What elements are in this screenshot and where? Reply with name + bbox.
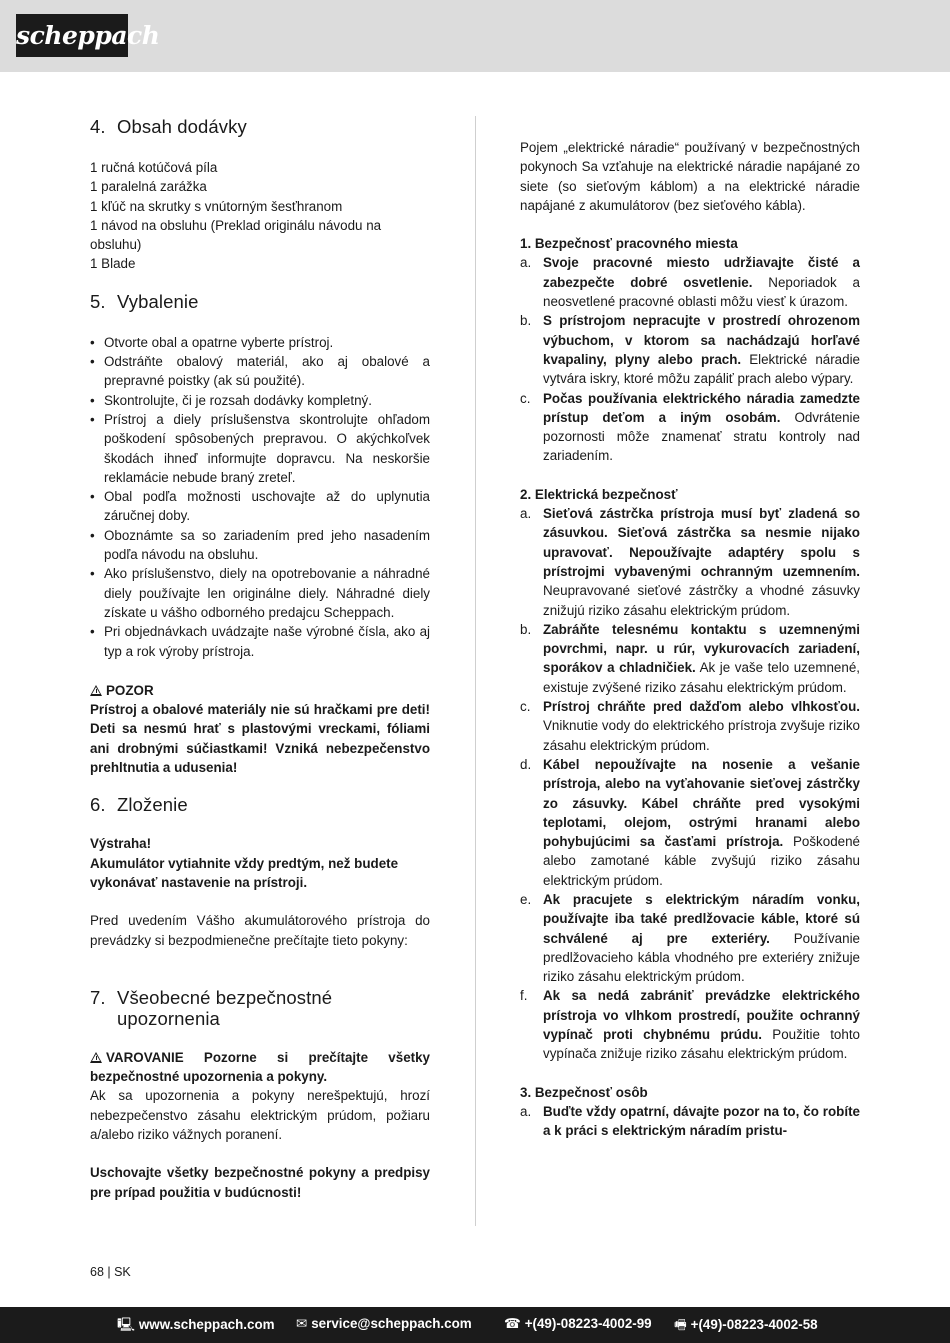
section-7-heading: 7. Všeobecné bezpečnostné upozornenia (90, 986, 333, 1029)
footer-phone[interactable]: ☎ +(49)-08223-4002-99 (504, 1316, 652, 1331)
list-item: a. Sieťová zástrčka prístroja musí byť zladená so zásuvkou. Sieťová zástrčka sa nesmie nijako upravovať. Nepoužívajte adaptéry spolu s prístrojmi vybavenými ochranným uzemnením. Neupravované sieťové zástrčky a vhodné zásuvky znižujú riziko zásahu elektrickým prúdom. (520, 506, 860, 618)
keep-instructions-text: Uschovajte všetky bezpečnostné pokyny a predpisy pre prípad použitia v budúcnosti! (90, 1165, 430, 1200)
list-item: e. Ak pracujete s elektrickým náradím vonku, používajte iba také predlžovacie káble, ktoré sú schválené aj pre exteriéry. Používanie predlžovacieho kábla vhodného pre exteriéry znižuje riziko zásahu elektrickým prúdom. (520, 891, 860, 985)
list-item: • Oboznámte sa so zariadením pred jeho nasadením podľa návodu na obsluhu. (90, 526, 430, 565)
list-item: c. Prístroj chráňte pred dažďom alebo vlhkosťou. Vniknutie vody do elektrického prístroja zvyšuje riziko zásahu elektrickým prúdom. (520, 699, 860, 753)
list-item: 1 návod na obsluhu (Preklad originálu návodu na obsluhu) (90, 217, 382, 253)
general-warning-text: Ak sa upozornenia a pokyny nerešpektujú, hrozí nebezpečenstvo zásahu elektrickým prúdom, požiaru a/alebo riziko vážnych poranení. (90, 1088, 430, 1142)
footer-web[interactable]: 🖳 www.scheppach.com (117, 1316, 275, 1338)
list-item: • Pri objednávkach uvádzajte naše výrobné čísla, ako aj typ a rok výroby prístroja. (90, 622, 430, 661)
personal-safety-list (520, 1102, 860, 1141)
warning-title: Výstraha! (90, 836, 152, 852)
list-item: 1 paralelná zarážka (90, 179, 207, 195)
electrical-safety-list (520, 504, 860, 1064)
general-warning-label: VAROVANIE Pozorne si prečítajte všetky bezpečnostné upozornenia a pokyny. (90, 1049, 430, 1085)
list-item: 1 Blade (90, 256, 136, 272)
list-item: a. Buďte vždy opatrní, dávajte pozor na to, čo robíte a k práci s elektrickým náradím pristu- (520, 1103, 860, 1139)
footer-bar (0, 1307, 950, 1343)
page-number: 68 | SK (90, 1265, 131, 1279)
warning-icon (90, 685, 102, 696)
footer-email[interactable]: ✉ service@scheppach.com (296, 1316, 472, 1331)
list-item: b. S prístrojom nepracujte v prostredí ohrozenom výbuchom, v ktorom sa nachádzajú horľavé kvapaliny, plyny alebo prach. Elektrické náradie vytvára iskry, ktoré môžu zapáliť prach alebo výpary. (520, 313, 860, 387)
footer-fax[interactable]: 🖷 +(49)-08223-4002-58 (674, 1316, 818, 1338)
phone-icon: ☎ (504, 1316, 521, 1331)
list-item: c. Počas používania elektrického náradia zamedzte prístup deťom a iným osobám. Odvrátenie pozornosti môže znamenať stratu kontroly nad zariadením. (520, 390, 860, 464)
subsection-electrical-title: 2. Elektrická bezpečnosť (520, 486, 678, 502)
caution-text: Prístroj a obalové materiály nie sú hračkami pre deti! Deti sa nesmú hrať s plastovými vreckami, fóliami ani drobnými súčiastkami! Vzniká nebezpečenstvo prehltnutia a udusenia! (90, 702, 430, 776)
list-item: b. Zabráňte telesnému kontaktu s uzemnenými povrchmi, napr. u rúr, vykurovacích zariadení, sporákov a chladničiek. Ak je vaše telo uzemnené, existuje zvýšené riziko zásahu elektrickým prúdom. (520, 621, 860, 695)
list-item: • Obal podľa možnosti uschovajte až do uplynutia záručnej doby. (90, 487, 430, 526)
list-item: • Odstráňte obalový materiál, ako aj obalové a prepravné poistky (ak sú použité). (90, 352, 430, 391)
right-column (520, 138, 860, 1141)
intro-paragraph: Pojem „elektrické náradie“ používaný v bezpečnostných pokynoch Sa vzťahuje na elektrické náradie napájané zo siete (so sieťovým káblom) a na elektrické náradie napájané z akumulátorov (bez sieťového kábla). (520, 140, 860, 213)
fax-icon: 🖷 (674, 1317, 687, 1332)
subsection-work-area-title: 1. Bezpečnosť pracovného miesta (520, 236, 738, 252)
list-item: • Ako príslušenstvo, diely na opotrebovanie a náhradné diely používajte len originálne diely. Náhradné diely získate u vášho odborného predajcu Scheppach. (90, 564, 430, 622)
warning-text: Akumulátor vytiahnite vždy predtým, než budete vykonávať nastavenie na prístroji. (90, 855, 399, 890)
list-item: 1 ručná kotúčová píla (90, 160, 218, 175)
list-item: d. Kábel nepoužívajte na nosenie a vešanie prístroja, alebo na vyťahovanie sieťovej zástrčky zo zásuvky. Kábel chráňte pred vysokými teplotami, olejom, ostrými hranami alebo pohybujúcimi sa časťami prístroja. Poškodené alebo zamotané káble zvyšujú riziko zásahu elektrickým prúdom. (520, 756, 860, 888)
scheppach-logo: scheppach (16, 14, 128, 57)
work-area-list (520, 253, 860, 465)
list-item: f. Ak sa nedá zabrániť prevádzke elektrického prístroja vo vlhkom prostredí, použite ochranný vypínač proti chybnému prúdu. Použitie tohto vypínača znižuje riziko zásahu elektrickým prúdom. (520, 988, 860, 1062)
list-item: a. Svoje pracovné miesto udržiavajte čisté a zabezpečte dobré osvetlenie. Neporiadok a neosvetlené pracovné oblasti môžu viesť k úrazom. (520, 255, 860, 310)
column-divider (475, 116, 476, 1226)
section-5-heading: 5. Vybalenie (90, 290, 199, 312)
list-item: 1 kľúč na skrutky s vnútorným šesťhranom (90, 198, 343, 214)
caution-label: POZOR (90, 681, 430, 700)
warning-icon (90, 1052, 102, 1063)
header-bar (0, 0, 950, 72)
list-item: • Otvorte obal a opatrne vyberte prístroj. (90, 333, 430, 352)
subsection-personal-title: 3. Bezpečnosť osôb (520, 1084, 648, 1100)
section-6-heading: 6. Zloženie (90, 794, 188, 816)
assembly-paragraph: Pred uvedením Vášho akumulátorového prístroja do prevádzky si bezpodmienečne prečítajte tieto pokyny: (90, 913, 430, 948)
mail-icon: ✉ (296, 1316, 308, 1331)
computer-icon: 🖳 (117, 1317, 135, 1332)
section-4-heading: 4. Obsah dodávky (90, 116, 247, 137)
left-column (90, 113, 430, 1202)
delivery-list (90, 158, 430, 274)
list-item: • Skontrolujte, či je rozsah dodávky kompletný. (90, 391, 430, 410)
unpacking-list (90, 333, 430, 661)
list-item: • Prístroj a diely príslušenstva skontrolujte ohľadom poškodení spôsobených prepravou. O akýchkoľvek škodách ihneď informujte dopravcu. Na neskoršie reklamácie nebude braný zreteľ. (90, 410, 430, 487)
